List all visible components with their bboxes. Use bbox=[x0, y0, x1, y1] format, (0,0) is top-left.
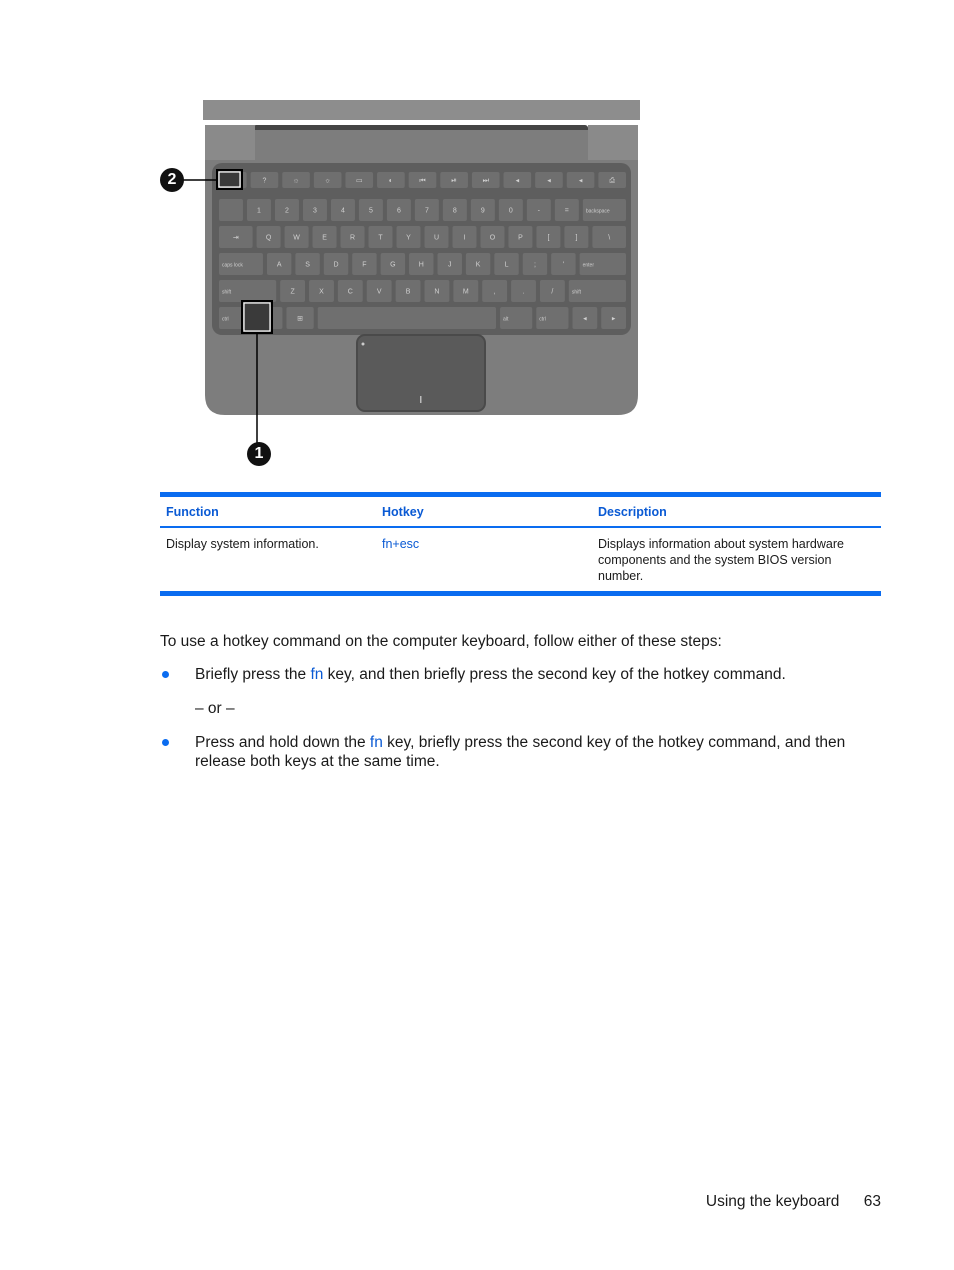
key-label: ☼ bbox=[324, 177, 331, 185]
key-label: X bbox=[319, 288, 324, 296]
key-label: ] bbox=[575, 234, 578, 242]
key-label: C bbox=[347, 288, 353, 296]
key-label: ; bbox=[533, 261, 536, 269]
key-label: 8 bbox=[452, 207, 457, 215]
key-label: shift bbox=[222, 289, 232, 296]
key-label: W bbox=[293, 234, 300, 242]
key-label: I bbox=[463, 234, 466, 242]
bullet-2 bbox=[162, 739, 169, 746]
key-label: ⏯ bbox=[451, 177, 457, 185]
key-label: H bbox=[418, 261, 424, 269]
key-label: 9 bbox=[480, 207, 485, 215]
intro-paragraph: To use a hotkey command on the computer keyboard, follow either of these steps: bbox=[160, 633, 722, 650]
key-label: ⏭ bbox=[482, 177, 489, 185]
step-1-fn-key: fn bbox=[310, 666, 324, 683]
cell-description: Displays information about system hardware components and the system BIOS version number. bbox=[598, 537, 844, 583]
callout-1-inner bbox=[244, 303, 270, 331]
key-label: . bbox=[522, 288, 525, 296]
key-label: S bbox=[305, 261, 310, 269]
touchpad-led bbox=[362, 343, 365, 346]
key-label: backspace bbox=[585, 208, 610, 215]
key-label: ⇥ bbox=[232, 234, 239, 242]
key-label: A bbox=[276, 261, 282, 269]
footer-page-number: 63 bbox=[863, 1193, 881, 1210]
cell-hotkey: fn+esc bbox=[382, 537, 420, 551]
key-label: ⏮ bbox=[419, 177, 426, 185]
key-label: J bbox=[447, 261, 452, 269]
key-label: shift bbox=[571, 289, 581, 296]
key-label: U bbox=[433, 234, 440, 242]
bullet-1 bbox=[162, 671, 169, 678]
step-2-line-2: release both keys at the same time. bbox=[195, 753, 440, 770]
key-label: 4 bbox=[340, 207, 345, 215]
key-label: V bbox=[376, 288, 382, 296]
key-label: - bbox=[537, 207, 541, 215]
key-label: ▭ bbox=[355, 177, 363, 185]
key bbox=[318, 307, 496, 329]
header-description: Description bbox=[598, 504, 667, 519]
key-label: Y bbox=[406, 234, 411, 242]
step-2-after: key, briefly press the second key of the hotkey command, and then bbox=[382, 734, 846, 751]
touchpad-marker bbox=[420, 396, 422, 403]
key-label: ◂ bbox=[583, 315, 587, 323]
key-label: E bbox=[322, 234, 327, 242]
page-footer bbox=[706, 1193, 881, 1211]
key-label: 2 bbox=[285, 207, 289, 215]
key-label: caps lock bbox=[222, 262, 243, 269]
table-row bbox=[160, 527, 881, 594]
key-label: / bbox=[551, 288, 554, 296]
key-label: G bbox=[390, 261, 396, 269]
key-label: ' bbox=[562, 261, 565, 269]
or-separator: – or – bbox=[195, 700, 235, 717]
header-function: Function bbox=[166, 504, 219, 519]
key-label: T bbox=[378, 234, 383, 242]
key-label: \ bbox=[608, 234, 611, 242]
key-label: ◂ bbox=[515, 177, 520, 185]
step-2-fn-key: fn bbox=[369, 734, 383, 751]
table-header-row bbox=[160, 495, 881, 528]
key-label: P bbox=[518, 234, 523, 242]
key-label: Z bbox=[290, 288, 295, 296]
footer-section-title: Using the keyboard bbox=[705, 1193, 840, 1210]
key-label: = bbox=[564, 207, 569, 215]
step-2 bbox=[195, 733, 845, 771]
key-label: 0 bbox=[508, 207, 513, 215]
key-label: ? bbox=[262, 177, 267, 185]
key-label: O bbox=[489, 234, 496, 242]
key bbox=[219, 199, 243, 221]
step-1-after: key, and then briefly press the second key of the hotkey command. bbox=[323, 666, 786, 683]
header-hotkey: Hotkey bbox=[382, 504, 424, 519]
step-2-line-1 bbox=[195, 733, 845, 752]
callout-2-inner bbox=[219, 172, 240, 187]
key-label: R bbox=[350, 234, 356, 242]
key-label: ⎙ bbox=[609, 177, 615, 185]
key-label: ▸ bbox=[611, 315, 616, 323]
key-label: ☼ bbox=[292, 177, 300, 185]
key-label: ctrl bbox=[222, 316, 229, 323]
key-label: [ bbox=[547, 234, 550, 242]
key-label: N bbox=[434, 288, 440, 296]
base-top-right bbox=[588, 125, 638, 160]
key-label: 5 bbox=[368, 207, 373, 215]
callout-2-badge: 2 bbox=[160, 168, 184, 192]
key-label: 1 bbox=[257, 207, 261, 215]
key-label: ⊞ bbox=[297, 315, 304, 323]
cell-function: Display system information. bbox=[166, 537, 319, 551]
base-top-left bbox=[205, 125, 255, 160]
keyboard-drawing bbox=[150, 95, 650, 470]
key-label: 3 bbox=[312, 207, 317, 215]
key-label: D bbox=[333, 261, 339, 269]
key-label: 7 bbox=[424, 207, 429, 215]
key-label: M bbox=[462, 288, 469, 296]
keyboard-illustration bbox=[150, 95, 650, 470]
key-label: ctrl bbox=[539, 316, 546, 323]
key-label: alt bbox=[503, 316, 509, 323]
lid-edge bbox=[203, 100, 640, 120]
key-label: 6 bbox=[396, 207, 401, 215]
key-label: Q bbox=[265, 234, 272, 242]
step-1-before: Briefly press the bbox=[195, 666, 311, 683]
key-label: ◂ bbox=[547, 177, 551, 185]
key-label: B bbox=[405, 288, 411, 296]
key-label: F bbox=[362, 261, 367, 269]
key-label: , bbox=[493, 288, 496, 296]
callout-1-badge: 1 bbox=[247, 442, 271, 466]
step-1 bbox=[195, 665, 786, 684]
key-label: ◂ bbox=[578, 177, 583, 185]
step-2-before: Press and hold down the bbox=[195, 734, 370, 751]
key-label: L bbox=[504, 261, 509, 269]
key-label: K bbox=[475, 261, 481, 269]
key-label: ◐ bbox=[388, 177, 394, 185]
hotkey-table bbox=[160, 492, 881, 596]
key-label: enter bbox=[582, 262, 595, 269]
